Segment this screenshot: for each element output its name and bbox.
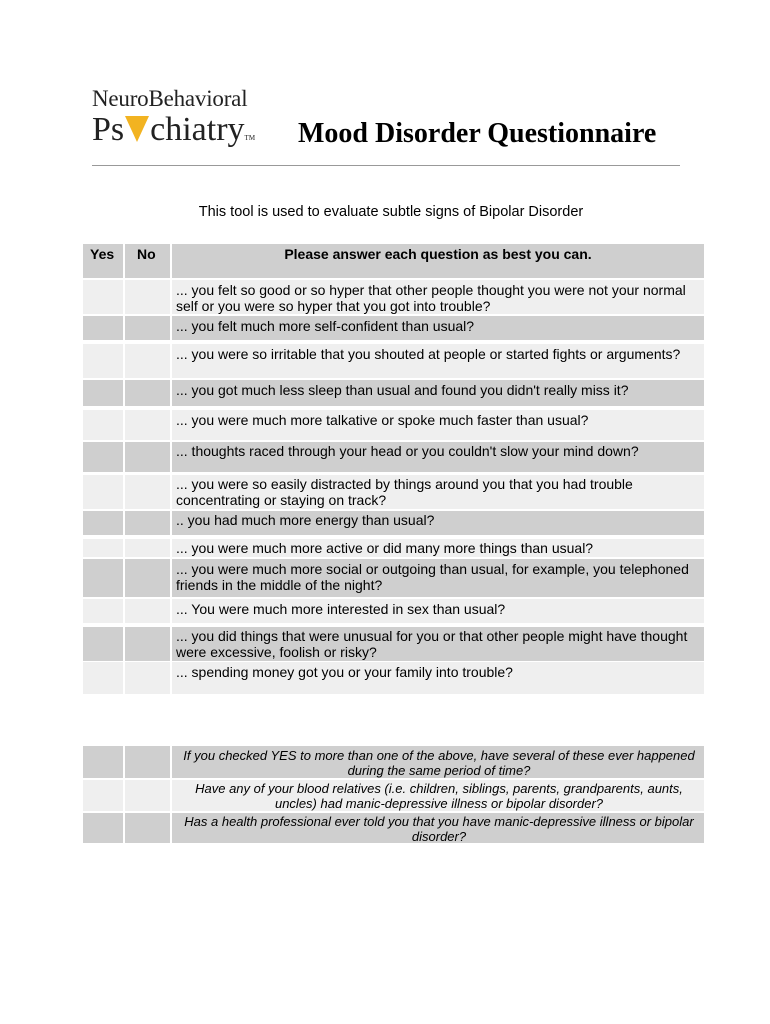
followup2-no-checkbox[interactable]	[125, 780, 170, 811]
q12-yes-checkbox[interactable]	[83, 627, 123, 661]
q4-no-checkbox[interactable]	[125, 380, 170, 406]
followup1-yes-checkbox[interactable]	[83, 746, 123, 778]
q10-no-checkbox[interactable]	[125, 559, 170, 597]
q9-text: ... you were much more active or did many more things than usual?	[176, 540, 594, 556]
q2-text: ... you felt much more self-confident than usual?	[176, 318, 475, 334]
followup1-no-checkbox[interactable]	[125, 746, 170, 778]
q6-yes-checkbox[interactable]	[83, 442, 123, 472]
q10-text: ... you were much more social or outgoing than usual, for example, you telephoned friends in the middle of the night?	[176, 561, 689, 593]
q5-text: ... you were much more talkative or spoke much faster than usual?	[176, 412, 589, 428]
q8-yes-checkbox[interactable]	[83, 511, 123, 535]
q2-no-checkbox[interactable]	[125, 316, 170, 340]
q1-no-checkbox[interactable]	[125, 280, 170, 314]
q2-yes-checkbox[interactable]	[83, 316, 123, 340]
q13-yes-checkbox[interactable]	[83, 662, 123, 694]
logo-triangle-icon	[125, 116, 149, 142]
header-yes: Yes	[90, 246, 115, 262]
trademark-mark: TM	[244, 134, 256, 142]
logo-text-ps: Ps	[92, 111, 125, 148]
q6-no-checkbox[interactable]	[125, 442, 170, 472]
q8-no-checkbox[interactable]	[125, 511, 170, 535]
q13-no-checkbox[interactable]	[125, 662, 170, 694]
q13-text: ... spending money got you or your family into trouble?	[176, 664, 513, 680]
followup3-no-checkbox[interactable]	[125, 813, 170, 843]
q3-text: ... you were so irritable that you shouted at people or started fights or arguments?	[176, 346, 681, 362]
followup3-yes-checkbox[interactable]	[83, 813, 123, 843]
logo-wordmark-bottom	[92, 110, 255, 158]
followup1-text: If you checked YES to more than one of the above, have several of these ever happened during the same period of time?	[183, 748, 695, 778]
followup3-text: Has a health professional ever told you that you have manic-depressive illness or bipolar disorder?	[184, 814, 694, 844]
q9-no-checkbox[interactable]	[125, 539, 170, 557]
q5-no-checkbox[interactable]	[125, 410, 170, 440]
q11-text: ... You were much more interested in sex than usual?	[176, 601, 506, 617]
q9-yes-checkbox[interactable]	[83, 539, 123, 557]
header-question: Please answer each question as best you can.	[284, 246, 592, 262]
title-divider	[92, 165, 680, 166]
q1-yes-checkbox[interactable]	[83, 280, 123, 314]
q6-text: ... thoughts raced through your head or you couldn't slow your mind down?	[176, 443, 639, 459]
q3-no-checkbox[interactable]	[125, 344, 170, 378]
q7-text: ... you were so easily distracted by things around you that you had trouble concentrating or staying on track?	[176, 476, 633, 508]
followup2-text: Have any of your blood relatives (i.e. children, siblings, parents, grandparents, aunts, uncles) had manic-depressive illness or bipolar disorder?	[195, 781, 683, 811]
header-no: No	[137, 246, 156, 262]
q12-no-checkbox[interactable]	[125, 627, 170, 661]
logo-wordmark-top: NeuroBehavioral	[92, 86, 248, 111]
q3-yes-checkbox[interactable]	[83, 344, 123, 378]
q5-yes-checkbox[interactable]	[83, 410, 123, 440]
q7-no-checkbox[interactable]	[125, 475, 170, 509]
q1-text: ... you felt so good or so hyper that other people thought you were not your normal self or you were so hyper that you got into trouble?	[176, 282, 686, 314]
logo	[92, 86, 262, 148]
subtitle: This tool is used to evaluate subtle signs of Bipolar Disorder	[198, 204, 584, 220]
q11-no-checkbox[interactable]	[125, 599, 170, 623]
q11-yes-checkbox[interactable]	[83, 599, 123, 623]
q12-text: ... you did things that were unusual for you or that other people might have thought were excessive, foolish or risky?	[176, 628, 688, 660]
followup2-yes-checkbox[interactable]	[83, 780, 123, 811]
q4-text: ... you got much less sleep than usual and found you didn't really miss it?	[176, 382, 629, 398]
q10-yes-checkbox[interactable]	[83, 559, 123, 597]
q8-text: .. you had much more energy than usual?	[176, 512, 435, 528]
page-title: Mood Disorder Questionnaire	[298, 118, 657, 149]
q7-yes-checkbox[interactable]	[83, 475, 123, 509]
logo-text-chiatry: chiatry	[150, 111, 245, 148]
q4-yes-checkbox[interactable]	[83, 380, 123, 406]
